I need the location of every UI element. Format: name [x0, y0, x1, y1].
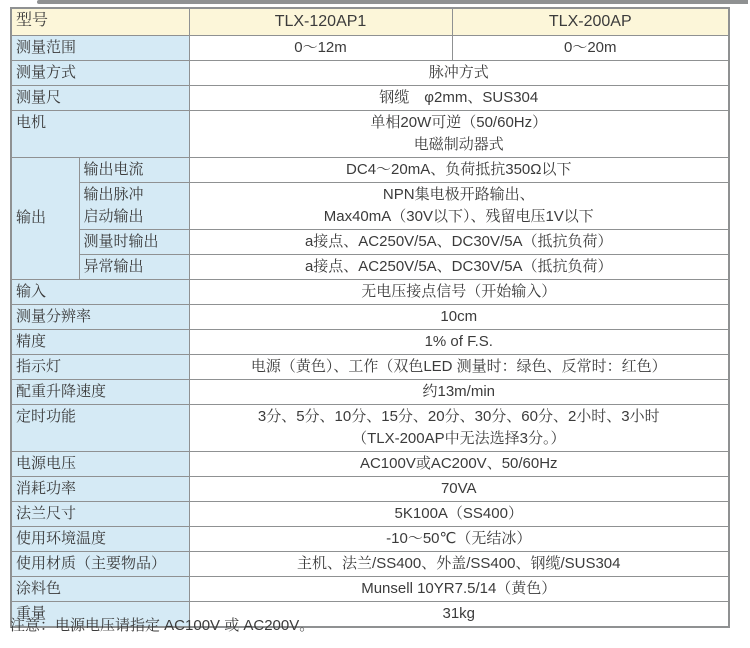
row-label: 使用环境温度	[11, 526, 189, 551]
row-label: 电机	[11, 110, 189, 157]
row-label: 配重升降速度	[11, 379, 189, 404]
row-value: a接点、AC250V/5A、DC30V/5A（抵抗负荷）	[189, 254, 729, 279]
row-label: 测量尺	[11, 85, 189, 110]
table-row	[11, 526, 729, 551]
row-value: 70VA	[189, 476, 729, 501]
row-value: 10cm	[189, 304, 729, 329]
table-row	[11, 279, 729, 304]
table-row	[11, 404, 729, 451]
row-sublabel: 测量时输出	[79, 229, 189, 254]
row-label: 测量方式	[11, 60, 189, 85]
table-row	[11, 476, 729, 501]
row-label: 定时功能	[11, 404, 189, 451]
row-label: 重量	[11, 601, 189, 627]
row-label: 指示灯	[11, 354, 189, 379]
table-row	[11, 304, 729, 329]
row-value: 主机、法兰/SS400、外盖/SS400、钢缆/SUS304	[189, 551, 729, 576]
row-sublabel: 输出脉冲 启动输出	[79, 182, 189, 229]
table-row	[11, 551, 729, 576]
table-row	[11, 85, 729, 110]
table-row	[11, 254, 729, 279]
row-label: 精度	[11, 329, 189, 354]
row-label: 测量分辨率	[11, 304, 189, 329]
row-value: 5K100A（SS400）	[189, 501, 729, 526]
row-label: 电源电压	[11, 451, 189, 476]
table-row	[11, 229, 729, 254]
spec-table-body	[11, 8, 729, 627]
table-row	[11, 379, 729, 404]
row-value: AC100V或AC200V、50/60Hz	[189, 451, 729, 476]
row-value: DC4～20mA、负荷抵抗350Ω以下	[189, 157, 729, 182]
table-row	[11, 110, 729, 157]
row-label: 消耗功率	[11, 476, 189, 501]
row-value: Munsell 10YR7.5/14（黄色）	[189, 576, 729, 601]
row-sublabel: 输出电流	[79, 157, 189, 182]
table-row	[11, 182, 729, 229]
row-value: 脉冲方式	[189, 60, 729, 85]
row-value: 0～12m	[189, 35, 452, 60]
table-row	[11, 35, 729, 60]
row-value: NPN集电极开路输出、 Max40mA（30V以下）、残留电压1V以下	[189, 182, 729, 229]
output-group-label: 输出	[11, 157, 79, 279]
row-value: 钢缆 φ2mm、SUS304	[189, 85, 729, 110]
row-value: -10～50℃（无结冰）	[189, 526, 729, 551]
model-header-label: 型号	[11, 8, 189, 35]
table-row	[11, 60, 729, 85]
row-label: 涂料色	[11, 576, 189, 601]
table-row	[11, 501, 729, 526]
table-row	[11, 451, 729, 476]
model-name: TLX-200AP	[452, 8, 729, 35]
header-row	[11, 8, 729, 35]
row-label: 法兰尺寸	[11, 501, 189, 526]
table-row	[11, 576, 729, 601]
row-label: 测量范围	[11, 35, 189, 60]
row-value: 0～20m	[452, 35, 729, 60]
spec-table	[10, 7, 730, 628]
row-value: a接点、AC250V/5A、DC30V/5A（抵抗负荷）	[189, 229, 729, 254]
row-value: 3分、5分、10分、15分、20分、30分、60分、2小时、3小时 （TLX-200AP中无法选择3分。）	[189, 404, 729, 451]
top-divider-bar	[37, 0, 748, 4]
row-label: 输入	[11, 279, 189, 304]
row-sublabel: 异常输出	[79, 254, 189, 279]
row-value: 1% of F.S.	[189, 329, 729, 354]
row-value: 31kg	[189, 601, 729, 627]
row-label: 使用材质（主要物品）	[11, 551, 189, 576]
model-name: TLX-120AP1	[189, 8, 452, 35]
row-value: 单相20W可逆（50/60Hz） 电磁制动器式	[189, 110, 729, 157]
row-value: 无电压接点信号（开始输入）	[189, 279, 729, 304]
table-row	[11, 354, 729, 379]
row-value: 约13m/min	[189, 379, 729, 404]
footnote: 注意：电源电压请指定 AC100V 或 AC200V。	[10, 617, 315, 634]
table-row	[11, 157, 729, 182]
row-value: 电源（黄色）、工作（双色LED 测量时：绿色、反常时：红色）	[189, 354, 729, 379]
table-row	[11, 329, 729, 354]
